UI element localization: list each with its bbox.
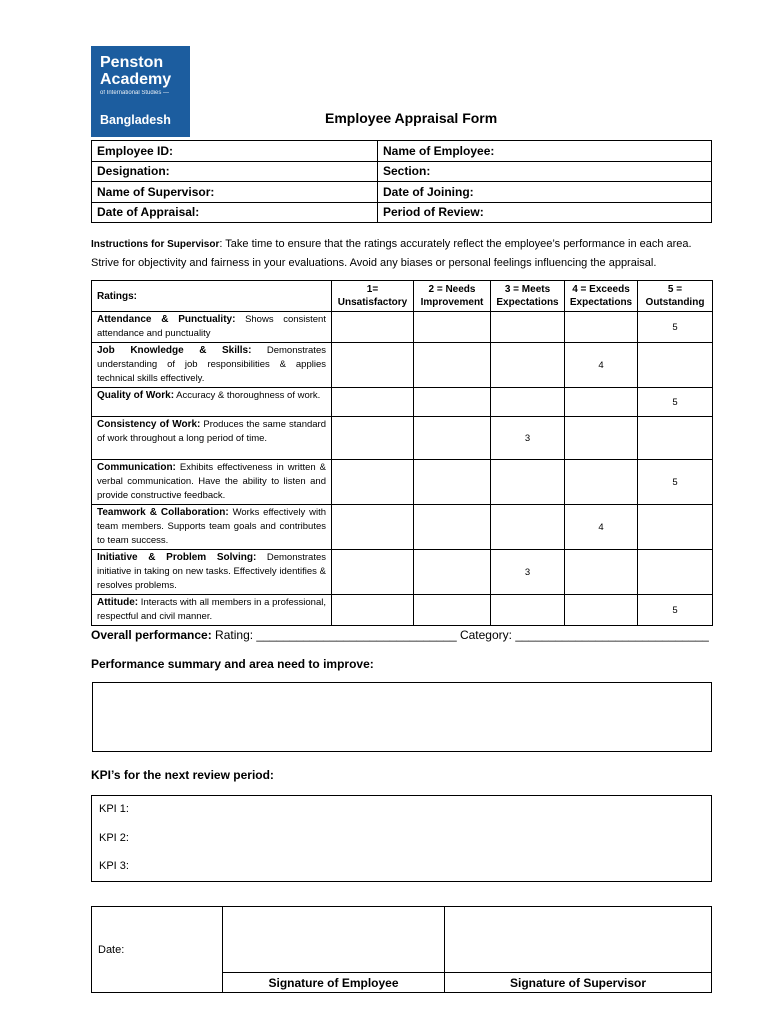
date-of-joining-field[interactable]: Date of Joining: xyxy=(378,182,712,203)
designation-field[interactable]: Designation: xyxy=(92,161,378,182)
criterion-cell xyxy=(92,550,332,595)
criterion-title: Attitude: xyxy=(97,597,139,608)
score-cell[interactable] xyxy=(638,343,713,388)
score-cell[interactable] xyxy=(332,595,414,626)
score-cell[interactable] xyxy=(332,460,414,505)
selected-score[interactable]: 5 xyxy=(638,460,713,505)
score-cell[interactable] xyxy=(491,388,565,417)
employee-id-field[interactable]: Employee ID: xyxy=(92,141,378,162)
rating-row xyxy=(92,550,713,595)
score-cell[interactable] xyxy=(332,505,414,550)
score-cell[interactable] xyxy=(414,550,491,595)
rating-row xyxy=(92,595,713,626)
kpi-item: KPI 1: xyxy=(99,803,129,815)
score-cell[interactable] xyxy=(565,595,638,626)
criterion-title: Communication: xyxy=(97,462,176,473)
kpi-heading: KPI’s for the next review period: xyxy=(91,768,274,782)
ratings-header: Ratings: xyxy=(92,281,332,312)
overall-rating-line[interactable]: Rating: ______________________________ xyxy=(211,628,457,642)
page-title: Employee Appraisal Form xyxy=(325,110,498,126)
employee-info-table xyxy=(91,140,712,223)
logo-country: Bangladesh xyxy=(100,113,171,127)
criterion-cell xyxy=(92,595,332,626)
section-field[interactable]: Section: xyxy=(378,161,712,182)
supervisor-name-field[interactable]: Name of Supervisor: xyxy=(92,182,378,203)
score-cell[interactable] xyxy=(638,417,713,460)
scale-header: 5 = Outstanding xyxy=(638,281,713,312)
kpi-item: KPI 2: xyxy=(99,832,129,844)
score-cell[interactable] xyxy=(638,550,713,595)
logo-line-1: Penston xyxy=(100,54,164,71)
criterion-cell xyxy=(92,388,332,417)
score-cell[interactable] xyxy=(491,343,565,388)
score-cell[interactable] xyxy=(332,312,414,343)
scale-header: 4 = Exceeds Expectations xyxy=(565,281,638,312)
scale-header: 2 = Needs Improvement xyxy=(414,281,491,312)
criterion-description: Exhibits effectiveness in written & verbal communication. Have the ability to listen and provide constructive feedback. xyxy=(97,462,326,501)
score-cell[interactable] xyxy=(491,460,565,505)
score-cell[interactable] xyxy=(414,312,491,343)
rating-row xyxy=(92,312,713,343)
criterion-title: Attendance & Punctuality: xyxy=(97,314,236,325)
employee-name-field[interactable]: Name of Employee: xyxy=(378,141,712,162)
employee-signature-label: Signature of Employee xyxy=(223,973,445,993)
selected-score[interactable]: 5 xyxy=(638,388,713,417)
logo-line-2: Academy xyxy=(100,71,172,88)
criterion-cell xyxy=(92,505,332,550)
instructions-text: : Take time to ensure that the ratings accurately reflect the employee’s performance in each area. Strive for objectivity and fairness in your evaluations. Avoid any biases or personal feelings influencing the appraisal. xyxy=(91,238,692,269)
score-cell[interactable] xyxy=(491,312,565,343)
score-cell[interactable] xyxy=(414,343,491,388)
rating-row xyxy=(92,388,713,417)
criterion-description: Demonstrates understanding of job responsibilities & applies technical skills effectively. xyxy=(97,345,326,384)
period-of-review-field[interactable]: Period of Review: xyxy=(378,202,712,223)
rating-row xyxy=(92,505,713,550)
overall-label: Overall performance: xyxy=(91,628,212,642)
rating-row xyxy=(92,460,713,505)
criterion-cell xyxy=(92,343,332,388)
overall-category-line[interactable]: Category: _____________________________ xyxy=(456,628,709,642)
score-cell[interactable] xyxy=(491,595,565,626)
selected-score[interactable]: 4 xyxy=(565,505,638,550)
criterion-description: Works effectively with team members. Supports team goals and contributes to team success. xyxy=(97,507,326,546)
score-cell[interactable] xyxy=(414,460,491,505)
summary-box[interactable] xyxy=(92,682,712,752)
score-cell[interactable] xyxy=(332,550,414,595)
score-cell[interactable] xyxy=(332,388,414,417)
date-field[interactable]: Date: xyxy=(92,907,223,993)
criterion-description: Shows consistent attendance and punctuality xyxy=(97,314,326,339)
rating-row xyxy=(92,417,713,460)
score-cell[interactable] xyxy=(565,417,638,460)
date-of-appraisal-field[interactable]: Date of Appraisal: xyxy=(92,202,378,223)
criterion-description: Accuracy & thoroughness of work. xyxy=(174,390,321,401)
criterion-cell xyxy=(92,312,332,343)
employee-signature-box[interactable] xyxy=(223,907,445,973)
criterion-description: Produces the same standard of work throughout a long period of time. xyxy=(97,419,326,444)
signature-table xyxy=(91,906,712,993)
criterion-title: Consistency of Work: xyxy=(97,419,201,430)
rating-row xyxy=(92,343,713,388)
academy-logo xyxy=(91,46,190,137)
score-cell[interactable] xyxy=(565,312,638,343)
ratings-table xyxy=(91,280,713,626)
selected-score[interactable]: 4 xyxy=(565,343,638,388)
selected-score[interactable]: 3 xyxy=(491,417,565,460)
supervisor-instructions xyxy=(91,235,716,272)
score-cell[interactable] xyxy=(414,505,491,550)
score-cell[interactable] xyxy=(638,505,713,550)
score-cell[interactable] xyxy=(414,595,491,626)
criterion-title: Teamwork & Collaboration: xyxy=(97,507,229,518)
instructions-lead: Instructions for Supervisor xyxy=(91,239,220,250)
score-cell[interactable] xyxy=(414,388,491,417)
overall-performance xyxy=(91,628,709,642)
criterion-title: Initiative & Problem Solving: xyxy=(97,552,257,563)
score-cell[interactable] xyxy=(565,460,638,505)
score-cell[interactable] xyxy=(332,417,414,460)
supervisor-signature-label: Signature of Supervisor xyxy=(445,973,712,993)
scale-header: 1= Unsatisfactory xyxy=(332,281,414,312)
criterion-description: Interacts with all members in a professional, respectful and civil manner. xyxy=(97,597,326,622)
criterion-description: Demonstrates initiative in taking on new tasks. Effectively identifies & resolves problems. xyxy=(97,552,326,591)
criterion-cell xyxy=(92,460,332,505)
score-cell[interactable] xyxy=(414,417,491,460)
selected-score[interactable]: 3 xyxy=(491,550,565,595)
selected-score[interactable]: 5 xyxy=(638,312,713,343)
summary-heading: Performance summary and area need to improve: xyxy=(91,657,374,671)
kpi-item: KPI 3: xyxy=(99,860,129,872)
score-cell[interactable] xyxy=(565,388,638,417)
selected-score[interactable]: 5 xyxy=(638,595,713,626)
score-cell[interactable] xyxy=(491,505,565,550)
logo-tagline: of International Studies — xyxy=(100,90,170,96)
criterion-title: Job Knowledge & Skills: xyxy=(97,345,252,356)
score-cell[interactable] xyxy=(332,343,414,388)
scale-header: 3 = Meets Expectations xyxy=(491,281,565,312)
criterion-title: Quality of Work: xyxy=(97,390,175,401)
kpi-box[interactable] xyxy=(91,795,712,882)
criterion-cell xyxy=(92,417,332,460)
supervisor-signature-box[interactable] xyxy=(445,907,712,973)
score-cell[interactable] xyxy=(565,550,638,595)
